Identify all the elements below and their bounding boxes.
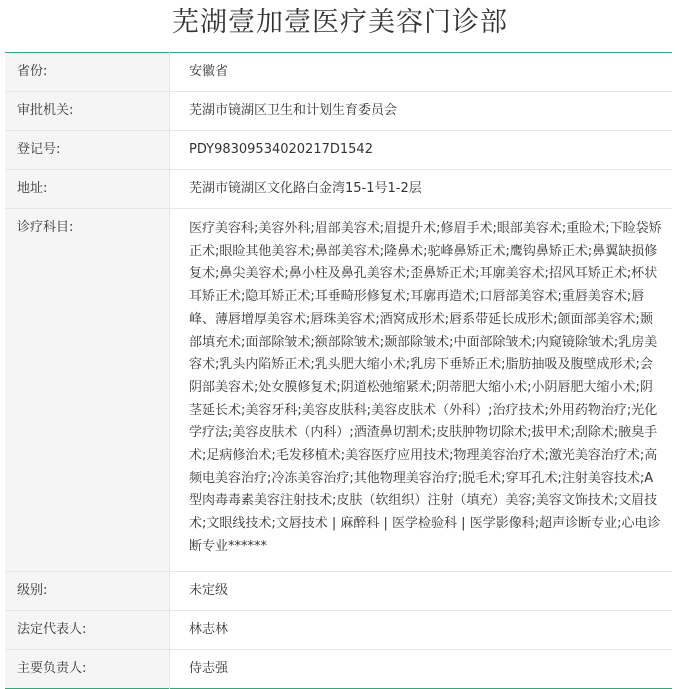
table-row-principal [5, 650, 672, 689]
value-legal-representative: 林志林 [170, 611, 673, 650]
table-row-level [5, 572, 672, 611]
clinic-info-table [5, 52, 672, 689]
label-level: 级别: [5, 572, 170, 611]
label-address: 地址: [5, 170, 170, 209]
table-row-treatment-scope [5, 209, 672, 572]
value-principal: 侍志强 [170, 650, 673, 689]
value-treatment-scope: 医疗美容科;美容外科;眉部美容术;眉提升术;修眉手术;眼部美容术;重睑术;下睑袋矫正术;眼睑其他美容术;鼻部美容术;隆鼻术;驼峰鼻矫正术;鹰钩鼻矫正术;鼻翼缺损修复术;鼻尖美容术;鼻小柱及鼻孔美容术;歪鼻矫正术;耳廓美容术;招风耳矫正术;杯状耳矫正术;隐耳矫正术;耳垂畸形修复术;耳廓再造术;口唇部美容术;重唇美容术;唇峰、薄唇增厚美容术;唇珠美容术;酒窝成形术;唇系带延长成形术;颌面部美容术;颞部填充术;面部除皱术;额部除皱术;颞部除皱术;中面部除皱术;内窥镜除皱术;乳房美容术;乳头内陷矫正术;乳头肥大缩小术;乳房下垂矫正术;脂肪抽吸及腹壁成形术;会阴部美容术;处女膜修复术;阴道松弛缩紧术;阴蒂肥大缩小术;小阴唇肥大缩小术;阴茎延长术;美容牙科;美容皮肤科;美容皮肤术（外科）;治疗技术;外用药物治疗;光化学疗法;美容皮肤术（内科）;酒渣鼻切割术;皮肤肿物切除术;拔甲术;刮除术;腋臭手术;足病修治术;毛发移植术;美容医疗应用技术;物理美容治疗术;激光美容治疗术;高频电美容治疗;冷冻美容治疗;其他物理美容治疗;脱毛术;穿耳孔术;注射美容技术;A型肉毒毒素美容注射技术;皮肤（软组织）注射（填充）美容;美容文饰技术;文眉技术;文眼线技术;文唇技术 | 麻醉科 | 医学检验科 | 医学影像科;超声诊断专业;心电诊断专业****** [170, 209, 673, 572]
label-treatment-scope: 诊疗科目: [5, 209, 170, 572]
page-title: 芜湖壹加壹医疗美容门诊部 [172, 7, 508, 38]
table-row-approval-authority [5, 92, 672, 131]
table-row-province [5, 53, 672, 92]
value-province: 安徽省 [189, 64, 229, 79]
label-approval-authority: 审批机关: [5, 92, 170, 131]
value-address: 芜湖市镜湖区文化路白金湾15-1号1-2层 [170, 170, 673, 209]
table-row-address [5, 170, 672, 209]
label-legal-representative: 法定代表人: [5, 611, 170, 650]
table-row-legal-representative [5, 611, 672, 650]
table-row-registration-number [5, 131, 672, 170]
value-approval-authority: 芜湖市镜湖区卫生和计划生育委员会 [170, 92, 673, 131]
label-principal: 主要负责人: [5, 650, 170, 689]
value-level: 未定级 [170, 572, 673, 611]
label-province: 省份: [5, 53, 170, 92]
value-registration-number: PDY98309534020217D1542 [170, 131, 673, 170]
label-registration-number: 登记号: [5, 131, 170, 170]
